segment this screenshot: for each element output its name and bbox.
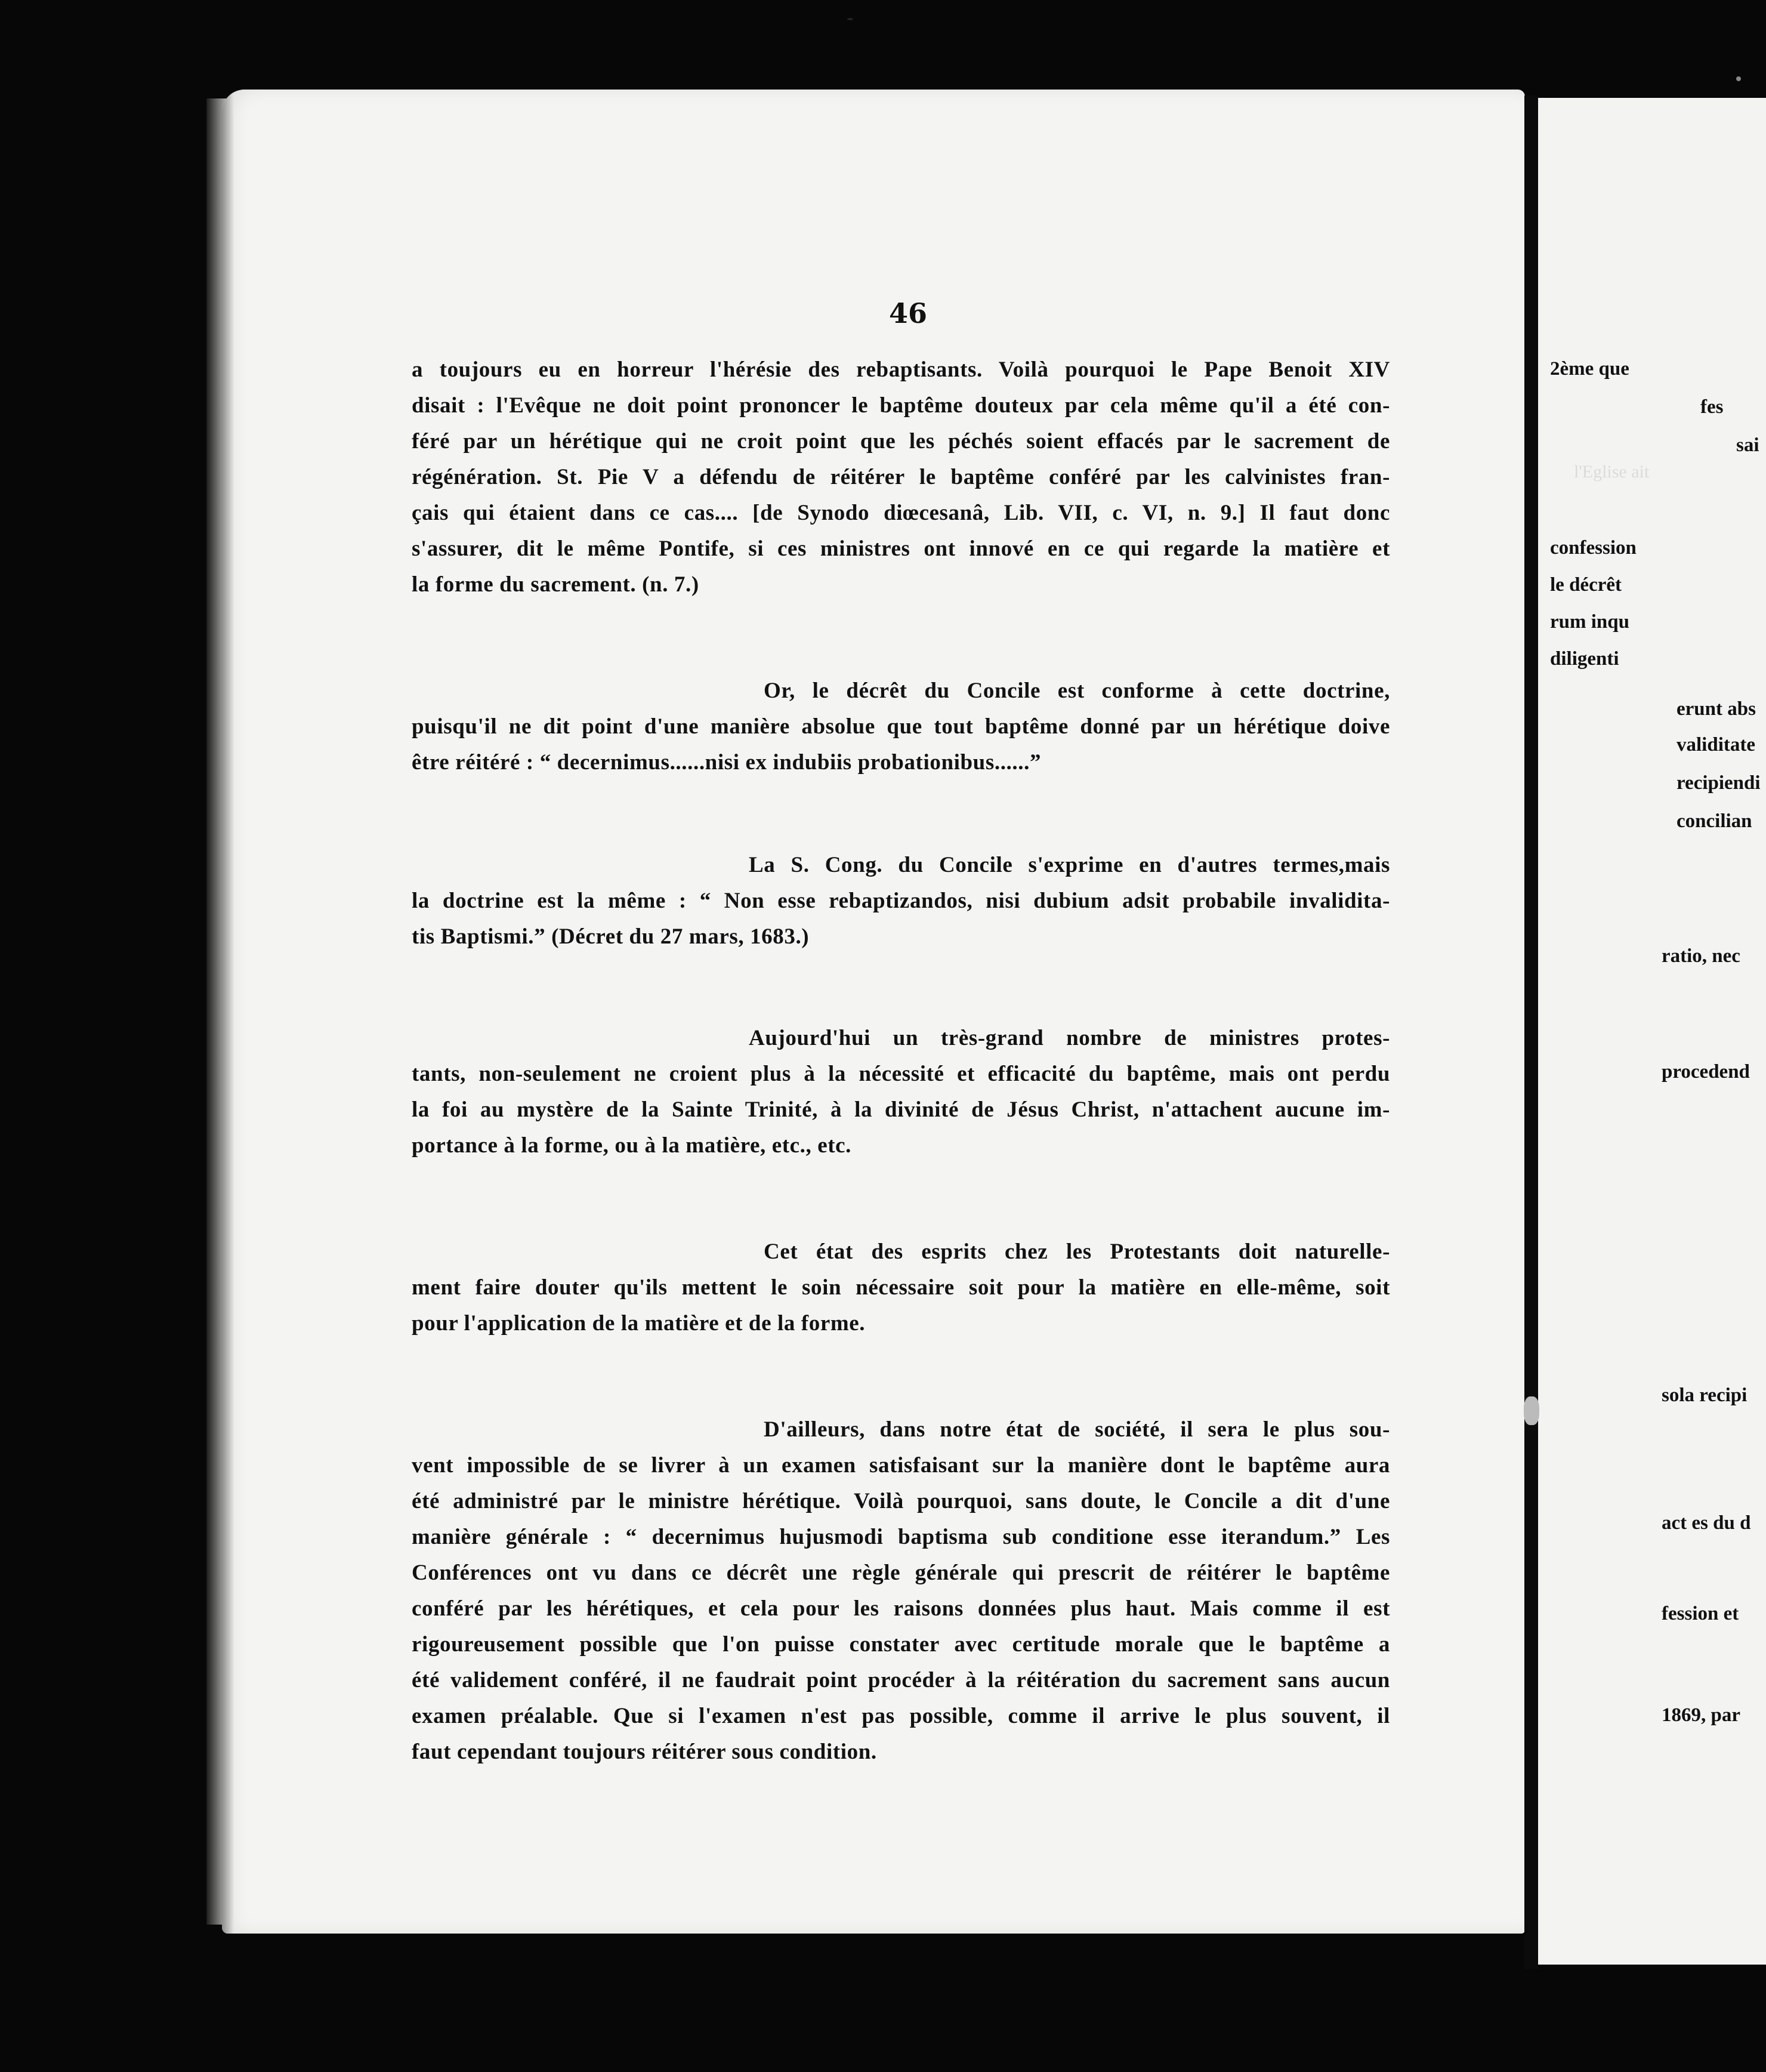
right-page-line: sola recipi — [1662, 1385, 1748, 1406]
right-page-line: sai — [1736, 434, 1759, 456]
text-line: a toujours eu en horreur l'hérésie des rebaptisants. Voilà pourquoi le Pape Benoit XIV — [412, 357, 1390, 382]
text-line: portance à la forme, ou à la matière, etc., etc. — [412, 1133, 852, 1158]
text-line: la foi au mystère de la Sainte Trinité, à la divinité de Jésus Christ, n'attachent aucune im- — [412, 1097, 1390, 1122]
text-line: tis Baptismi.” (Décret du 27 mars, 1683.) — [412, 924, 810, 949]
text-line: examen préalable. Que si l'examen n'est pas possible, comme il arrive le plus souvent, il — [412, 1704, 1390, 1728]
text-line: puisqu'il ne dit point d'une manière absolue que tout baptême donné par un hérétique doive — [412, 714, 1390, 739]
text-line: D'ailleurs, dans notre état de société, il sera le plus sou- — [764, 1417, 1390, 1442]
paragraph-6 — [412, 1412, 1390, 1770]
right-page-line: fes — [1700, 396, 1724, 418]
right-page-line: erunt abs — [1677, 698, 1756, 720]
text-line: Cet état des esprits chez les Protestants doit naturelle- — [764, 1240, 1390, 1264]
text-line: Aujourd'hui un très-grand nombre de ministres protes- — [749, 1026, 1390, 1050]
text-line: rigoureusement possible que l'on puisse constater avec certitude morale que le baptême a — [412, 1632, 1390, 1657]
text-line: faut cependant toujours réitérer sous condition. — [412, 1740, 877, 1764]
text-line: Or, le décrêt du Concile est conforme à cette doctrine, — [764, 679, 1390, 703]
right-page-line: validitate — [1677, 734, 1755, 756]
text-line: la forme du sacrement. (n. 7.) — [412, 572, 699, 597]
bleed-through-text: l'Eglise ait — [1574, 462, 1650, 482]
gutter-clip — [1524, 1396, 1539, 1425]
text-line: été validement conféré, il ne faudrait point procéder à la réitération du sacrement sans aucun — [412, 1668, 1390, 1692]
body-text — [412, 352, 1390, 1770]
paragraph-1 — [412, 352, 1390, 603]
text-line: çais qui étaient dans ce cas.... [de Synodo diœcesanâ, Lib. VII, c. VI, n. 9.] Il faut donc — [412, 501, 1390, 525]
right-page-line: ratio, nec — [1662, 945, 1740, 967]
right-page-line: diligenti — [1550, 648, 1619, 670]
text-line: vent impossible de se livrer à un examen satisfaisant sur la manière dont le baptême aura — [412, 1453, 1390, 1478]
text-line: ment faire douter qu'ils mettent le soin nécessaire soit pour la matière en elle-même, soit — [412, 1275, 1390, 1300]
right-page-line: procedend — [1662, 1061, 1750, 1083]
paragraph-3 — [412, 847, 1390, 955]
right-page-line: act es du d — [1662, 1512, 1751, 1534]
paragraph-5 — [412, 1234, 1390, 1342]
right-page-line: confession — [1550, 537, 1637, 559]
right-page-line: recipiendi — [1677, 772, 1761, 794]
text-line: la doctrine est la même : “ Non esse rebaptizandos, nisi dubium adsit probabile invalidita- — [412, 889, 1390, 913]
text-line: La S. Cong. du Concile s'exprime en d'autres termes,mais — [749, 853, 1390, 877]
right-page-line: fession et — [1662, 1603, 1739, 1624]
right-page-line: rum inqu — [1550, 611, 1629, 633]
text-line: tants, non-seulement ne croient plus à la nécessité et efficacité du baptême, mais ont perdu — [412, 1062, 1390, 1086]
text-line: pour l'application de la matière et de la forme. — [412, 1311, 866, 1336]
paragraph-4 — [412, 1020, 1390, 1164]
text-line: disait : l'Evêque ne doit point prononcer le baptême douteux par cela même qu'il a été con- — [412, 393, 1390, 418]
text-line: être réitéré : “ decernimus......nisi ex indubiis probationibus......” — [412, 750, 1042, 775]
text-line: régénération. St. Pie V a défendu de réitérer le baptême conféré par les calvinistes fran- — [412, 465, 1390, 489]
right-page-line: 2ème que — [1550, 358, 1629, 380]
right-page-line: 1869, par — [1662, 1704, 1740, 1726]
scan-speck — [1736, 76, 1741, 81]
right-page-line: concilian — [1677, 810, 1752, 832]
page-gutter — [1524, 95, 1539, 1969]
text-line: manière générale : “ decernimus hujusmodi baptisma sub conditione esse iterandum.” Les — [412, 1525, 1390, 1549]
paragraph-2 — [412, 673, 1390, 781]
text-line: féré par un hérétique qui ne croit point que les péchés soient effacés par le sacrement de — [412, 429, 1390, 454]
scan-speck — [847, 18, 853, 20]
right-page-line: le décrêt — [1550, 574, 1622, 596]
text-line: Conférences ont vu dans ce décrêt une règle générale qui prescrit de réitérer le baptême — [412, 1561, 1390, 1585]
text-line: conféré par les hérétiques, et cela pour les raisons données plus haut. Mais comme il est — [412, 1596, 1390, 1621]
text-line: été administré par le ministre hérétique. Voilà pourquoi, sans doute, le Concile a dit d'une — [412, 1489, 1390, 1513]
page-number: 46 — [889, 297, 928, 329]
text-line: s'assurer, dit le même Pontife, si ces ministres ont innové en ce qui regarde la matière et — [412, 536, 1390, 561]
